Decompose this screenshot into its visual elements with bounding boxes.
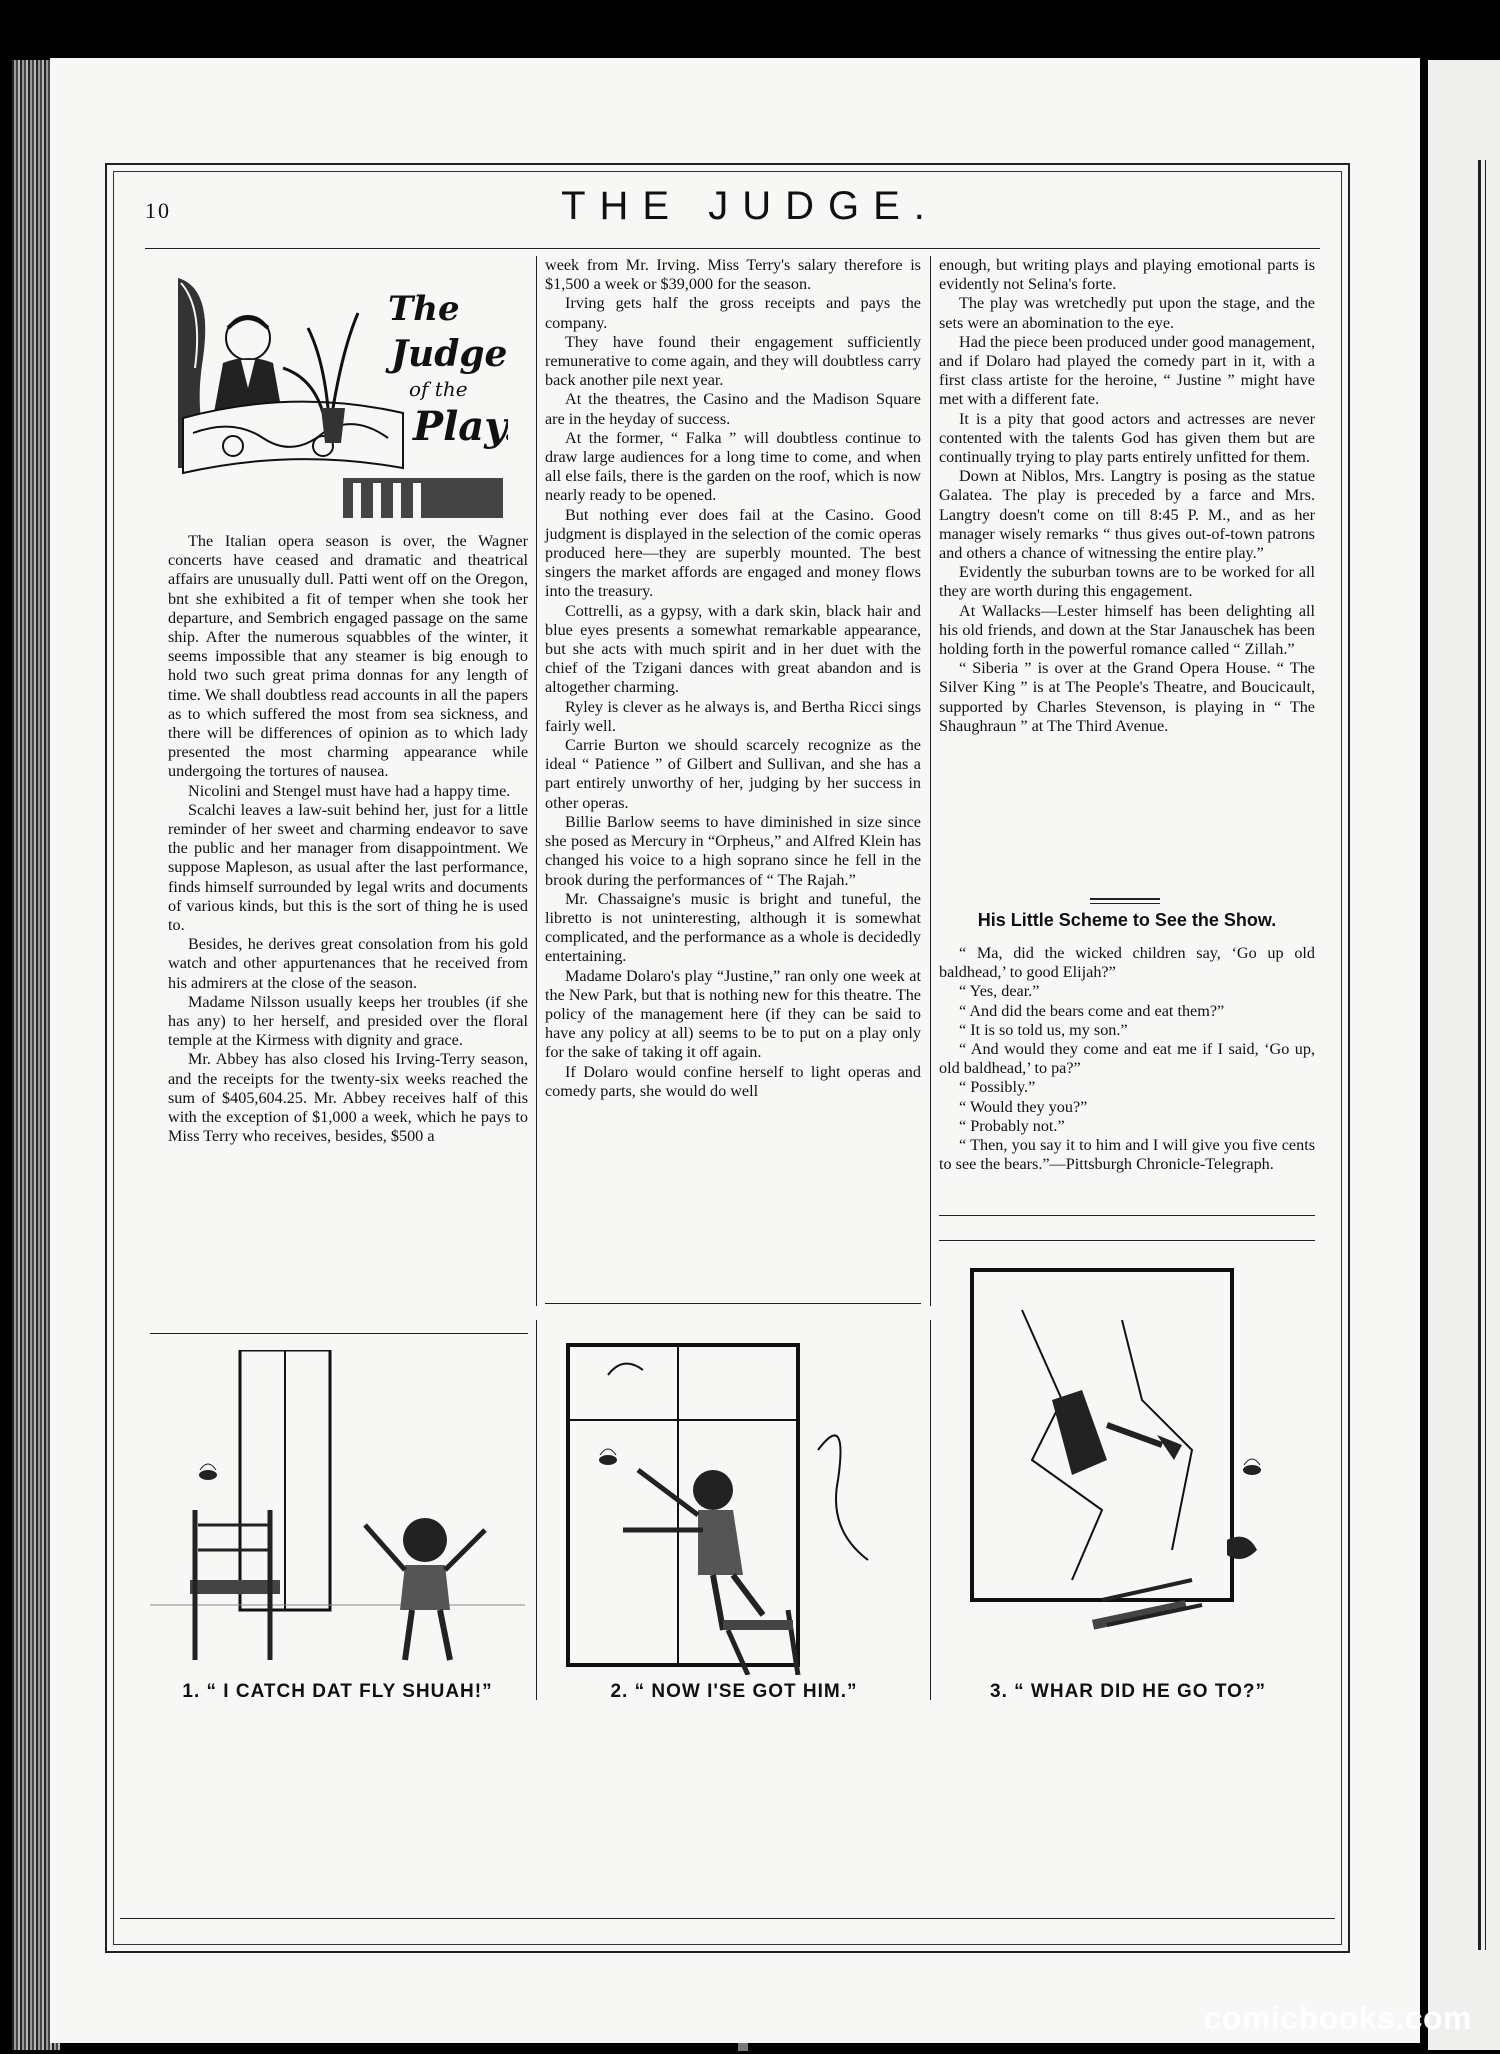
article-paragraph: But nothing ever does fail at the Casino. Good judgment is displayed in the selection of the comic operas produced here—they are superbly mounted. The best singers the market affords are engaged and money flows into the treasury. [545, 505, 921, 601]
article-column-2 [545, 256, 921, 1101]
comic-panel-rule-2 [930, 1320, 931, 1700]
comic-illustration-1 [150, 1350, 525, 1675]
dialogue-line: “ Probably not.” [959, 1116, 1065, 1135]
article-paragraph: Down at Niblos, Mrs. Langtry is posing as the statue Galatea. The play is preceded by a farce and Mrs. Langtry doesn't come on till 8:45 P. M., and as her manager wisely remarks “ thus gives out-of-town patrons and others a chance of witnessing the entire play.” [939, 467, 1315, 563]
article-column-3 [939, 256, 1315, 736]
comic-panel-2 [548, 1330, 920, 1640]
column-rule-2 [930, 256, 931, 1306]
page-bottom-rule [120, 1918, 1335, 1919]
comic-caption-3: 3. “ WHAR DID HE GO TO?” [990, 1681, 1266, 1702]
dialogue-line: “ And did the bears come and eat them?” [959, 1001, 1225, 1020]
adjacent-page-rule [1478, 160, 1481, 1950]
article-paragraph: At Wallacks—Lester himself has been delighting all his old friends, and down at the Star Janauschek has been holding forth in the powerful romance called “ Zillah.” [939, 601, 1315, 659]
article-paragraph: Evidently the suburban towns are to be worked for all they are worth during this engagement. [939, 563, 1315, 601]
article-paragraph: Billie Barlow seems to have diminished in size since she posed as Mercury in “Orpheus,” and Alfred Klein has changed his voice to a high soprano since he fell in the brook during the performances of “ The Rajah.” [545, 812, 921, 889]
scan-tick-mark [738, 2043, 748, 2051]
dialogue-line: “ Then, you say it to him and I will give you five cents to see the bears.”—Pittsburgh Chronicle-Telegraph. [939, 1136, 1315, 1174]
article-paragraph: They have found their engagement sufficiently remunerative to come again, and they will doubtless carry back another pile next year. [545, 332, 921, 390]
scheme-heading: His Little Scheme to See the Show. [977, 910, 1277, 930]
comic-top-rule [150, 1333, 528, 1334]
article-paragraph: Nicolini and Stengel must have had a happy time. [188, 781, 511, 800]
watermark-text: comicbooks.com [1203, 2000, 1472, 2036]
scheme-end-rule [939, 1215, 1315, 1216]
dialogue-line: “ And would they come and eat me if I said, ‘Go up, old baldhead,’ to pa?” [939, 1040, 1315, 1078]
comic-panel-3 [942, 1250, 1314, 1560]
article-paragraph: It is a pity that good actors and actresses are never contented with the talents God has given them but are continually trying to play parts entirely unfitted for them. [939, 409, 1315, 467]
article-paragraph: Madame Dolaro's play “Justine,” ran only one week at the New Park, but that is nothing new for this theatre. The policy of the management here (if they can be said to have any policy at all) seems to be to put on a play only for the sake of taking it off again. [545, 966, 921, 1062]
article-paragraph: Madame Nilsson usually keeps her troubles (if she has any) to her herself, and presided over the floral temple at the Kirmess with dignity and grace. [168, 992, 528, 1050]
comic-illustration-2 [548, 1330, 920, 1675]
dialogue-line: “ It is so told us, my son.” [959, 1020, 1128, 1039]
article-paragraph: At the former, “ Falka ” will doubtless continue to draw large audiences for a long time to come, and when all else fails, there is the garden on the roof, which is now nearly ready to be opened. [545, 428, 921, 505]
adjacent-page-rule-thin [1485, 160, 1486, 1950]
article-paragraph: week from Mr. Irving. Miss Terry's salary therefore is $1,500 a week or $39,000 for the season. [545, 256, 921, 294]
scheme-column [939, 944, 1315, 1174]
comic-caption-2: 2. “ NOW I'SE GOT HIM.” [610, 1681, 858, 1702]
judge-of-the-play-headpiece [173, 268, 508, 528]
masthead-title: THE JUDGE. [561, 184, 939, 228]
article-column-1 [168, 532, 528, 1147]
comic-top-rule [939, 1240, 1315, 1241]
article-paragraph: Carrie Burton we should scarcely recognize as the ideal “ Patience ” of Gilbert and Sullivan, and she has a part entirely unworthy of her, judging by her success in other operas. [545, 736, 921, 812]
article-paragraph: Scalchi leaves a law-suit behind her, just for a little reminder of her sweet and charming endeavor to save the public and her manager from disappointment. We suppose Mapleson, as usual after the last performance, finds himself surrounded by legal writs and documents of various kinds, but this is the sort of thing he is used to. [168, 800, 528, 935]
headpiece-illustration [173, 268, 508, 528]
adjacent-page-edge [1428, 60, 1500, 2050]
dialogue-line: “ Ma, did the wicked children say, ‘Go up old baldhead,’ to good Elijah?” [939, 944, 1315, 982]
masthead-rule [145, 248, 1320, 249]
comic-panel-1 [150, 1350, 525, 1660]
article-paragraph: The play was wretchedly put upon the stage, and the sets were an abomination to the eye. [939, 294, 1315, 332]
headpiece-word-3: of the [409, 377, 468, 401]
dialogue-line: “ Yes, dear.” [959, 982, 1040, 1001]
column-rule-1 [536, 256, 537, 1306]
article-paragraph: Irving gets half the gross receipts and pays the company. [545, 294, 921, 332]
comic-panel-rule-1 [536, 1320, 537, 1700]
article-paragraph: Mr. Abbey has also closed his Irving-Terry season, and the receipts for the twenty-six weeks reached the sum of $405,604.25. Mr. Abbey receives half of this with the exception of $1,000 a week, which he pays to Miss Terry who receives, besides, $500 a [168, 1050, 528, 1146]
article-paragraph: Had the piece been produced under good management, and if Dolaro had played the comedy part in it, with a first class artiste for the heroine, “ Justine ” might have met with a different fate. [939, 332, 1315, 409]
comic-caption-1: 1. “ I CATCH DAT FLY SHUAH!” [182, 1681, 493, 1702]
article-paragraph: Besides, he derives great consolation from his gold watch and other appurtenances that he received from his admirers at the close of the season. [168, 935, 528, 992]
article-paragraph: The Italian opera season is over, the Wagner concerts have ceased and dramatic and theatrical affairs are unusually dull. Patti went off on the Oregon, bnt she exhibited a fit of temper when she took her departure, and Sembrich engaged passage on the same ship. After the numerous squabbles of the winter, it seems impossible that any steamer is big enough to hold two such great prima donnas for any length of time. We shall doubtless read accounts in all the papers as to which suffered the most from sea sickness, and there will be differences of opinion as to which lady presented the most charming appearance while undergoing the tortures of nausea. [168, 532, 528, 781]
article-paragraph: If Dolaro would confine herself to light operas and comedy parts, she would do well [545, 1062, 921, 1100]
article-paragraph: “ Siberia ” is over at the Grand Opera House. “ The Silver King ” is at The People's Theatre, and Boucicault, supported by Charles Stevenson, is playing in “ The Shaughraun ” at The Third Avenue. [939, 659, 1315, 735]
headpiece-word-4: Play. [413, 403, 508, 450]
headpiece-word-2: Judge [391, 333, 508, 375]
headpiece-word-1: The [388, 289, 460, 329]
comic-top-rule [545, 1303, 921, 1304]
dialogue-line: “ Possibly.” [959, 1078, 1036, 1097]
comic-illustration-3 [942, 1250, 1314, 1670]
article-paragraph: Mr. Chassaigne's music is bright and tuneful, the libretto is not uninteresting, although it is somewhat complicated, and the performance as a whole is decidedly entertaining. [545, 889, 921, 966]
article-paragraph: enough, but writing plays and playing emotional parts is evidently not Selina's forte. [939, 256, 1315, 294]
article-paragraph: Ryley is clever as he always is, and Bertha Ricci sings fairly well. [545, 697, 921, 735]
page-number: 10 [145, 198, 171, 223]
section-ornament [1090, 898, 1160, 904]
article-paragraph: Cottrelli, as a gypsy, with a dark skin, black hair and blue eyes presents a somewhat remarkable appearance, but she acts with much spirit and in her duet with the chief of the Tzigani dances with great abandon and is altogether charming. [545, 601, 921, 697]
article-paragraph: At the theatres, the Casino and the Madison Square are in the heyday of success. [545, 390, 921, 428]
dialogue-line: “ Would they you?” [959, 1097, 1088, 1116]
